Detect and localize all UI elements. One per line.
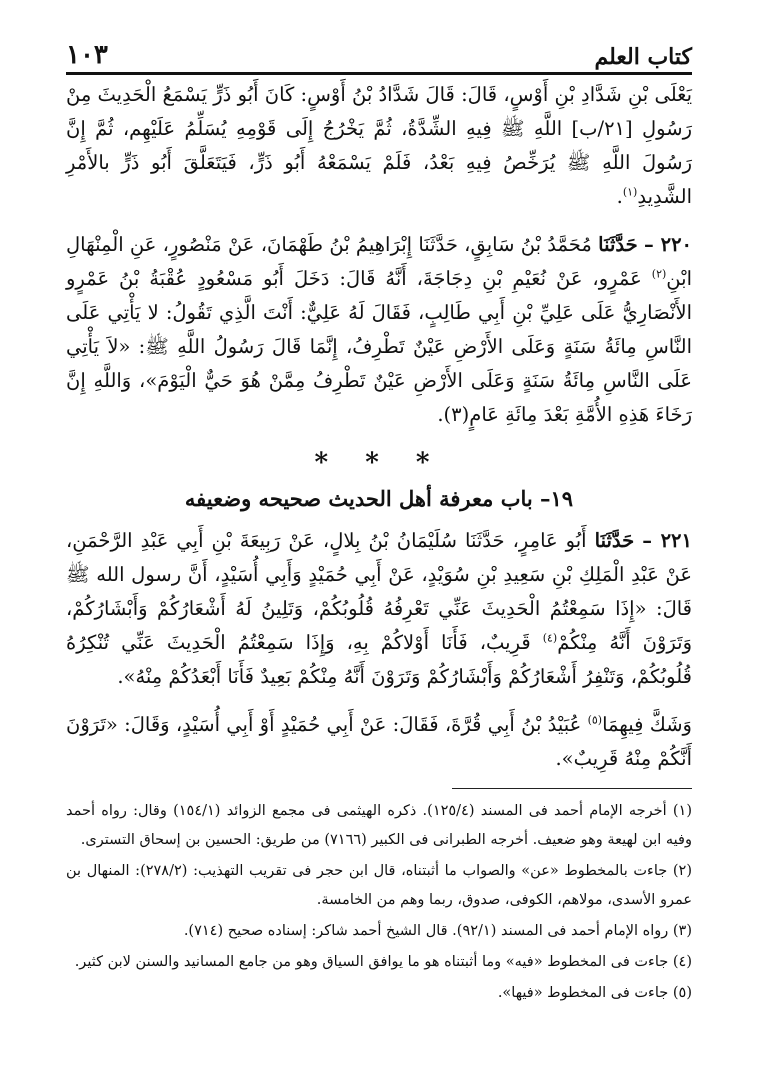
hadith-paragraph [66, 228, 692, 432]
page-header [66, 30, 692, 75]
paragraph-tail: عَمْرٍو، عَنْ نُعَيْمِ بْنِ دِجَاجَةَ، أَنَّهُ قَالَ: دَخَلَ أَبُو مَسْعُودٍ عُقْبَةُ بْنُ عَمْرٍو الأَنْصَارِيُّ عَلَى عَلِيِّ بْنِ أَبِي طَالِبٍ، فَقَالَ لَهُ عَلِيٌّ: أَنْتَ الَّذِي تَقُولُ: لا يَأْتِي عَلَى النَّاسِ مِائَةُ سَنَةٍ وَعَلَى الأَرْضِ عَيْنٌ تَطْرِفُ، إِنَّمَا قَالَ رَسُولُ اللَّهِ ﷺ: «لاَ يَأْتِي عَلَى النَّاسِ مِائَةُ سَنَةٍ وَعَلَى الأَرْضِ عَيْنٌ تَطْرِفُ مِمَّنْ هُوَ حَيٌّ الْيَوْمَ»، وَاللَّهِ إِنَّ رَخَاءَ هَذِهِ الأُمَّةِ بَعْدَ مِائَةِ عَامٍ(٣). [66, 267, 692, 426]
footnote-marker: (٥) [587, 713, 603, 727]
page-number: ١٠٣ [66, 40, 108, 70]
paragraph-text: وَشَكَّ فِيهِمَا [602, 713, 692, 736]
paragraph-text: مُحَمَّدُ بْنُ سَابِقٍ، حَدَّثَنَا إِبْرَاهِيمُ بْنُ طَهْمَانَ، عَنْ مَنْصُورٍ، عَنِ الْمِنْهَالِ ابْنِ [66, 233, 692, 290]
text-paragraph [66, 78, 692, 214]
isnad-lead: حَدَّثَنَا [594, 529, 635, 552]
footnote-divider [452, 788, 692, 789]
footnote-marker: (٤) [542, 631, 558, 645]
main-text [66, 78, 692, 790]
footnote-item: (٥) جاءت فى المخطوط «فيها». [497, 985, 692, 1001]
paragraph-text: يَعْلَى بْنِ شَدَّادِ بْنِ أَوْسٍ، قَالَ: قَالَ شَدَّادُ بْنُ أَوْسٍ: كَانَ أَبُو ذَرٍّ يَسْمَعُ الْحَدِيثَ مِنْ رَسُولِ [٢١/ب] اللَّهِ ﷺ فِيهِ الشِّدَّةُ، ثُمَّ يَخْرُجُ إِلَى قَوْمِهِ يُسَلِّمُ عَلَيْهِم، ثُمَّ إِنَّ رَسُولَ اللَّهِ ﷺ يُرَخِّصُ فِيهِ بَعْدُ، فَلَمْ يَسْمَعْهُ أَبُو ذَرٍّ، فَيَتَعَلَّقَ أَبُو ذَرٍّ بالأَمْرِ الشَّدِيدِ [66, 83, 692, 208]
hadith-number: ٢٢٠ – [643, 233, 693, 256]
running-title: كتاب العلم [594, 44, 692, 70]
hadith-paragraph [66, 524, 692, 694]
chapter-title: ١٩– باب معرفة أهل الحديث صحيحه وضعيفه [184, 486, 574, 511]
paragraph-text: أَبُو عَامِرٍ، حَدَّثَنَا سُلَيْمَانُ بْنُ بِلالٍ، عَنْ رَبِيعَةَ بْنِ أَبِي عَبْدِ الرَّحْمَنِ، عَنْ عَبْدِ الْمَلِكِ بْنِ سَعِيدِ بْنِ سُوَيْدٍ، عَنْ أَبِي حُمَيْدٍ وَأَبِي أُسَيْدٍ، أَنَّ رسول الله ﷺ قَالَ: «إِذَا سَمِعْتُمُ الْحَدِيثَ عَنِّي تَعْرِفُهُ قُلُوبُكُمْ، وَتَلِينُ لَهُ أَشْعَارُكُمْ وَأَبْشَارُكُمْ، وَتَرَوْنَ أَنَّهُ مِنْكُمْ [66, 529, 692, 654]
isnad-lead: حَدَّثَنَا [598, 233, 638, 256]
section-separator: * * * [314, 448, 444, 478]
footnote-item: (٣) رواه الإمام أحمد فى المسند (٩٢/١). قال الشيخ أحمد شاكر: إسناده صحيح (٧١٤). [183, 923, 692, 939]
footnote-marker: (٢) [651, 267, 667, 281]
footnotes-section [66, 788, 692, 1010]
footnote-marker: (١) [622, 185, 638, 199]
footnote-item: (٤) جاءت فى المخطوط «فيه» وما أثبتناه هو ما يوافق السياق وهو من جامع المسانيد والسنن لابن كثير. [74, 954, 692, 970]
paragraph-tail: . [616, 185, 623, 208]
hadith-number: ٢٢١ – [642, 529, 692, 552]
footnote-item: (٢) جاءت بالمخطوط «عن» والصواب ما أثبتناه، قال ابن حجر فى تقريب التهذيب: (٢٧٨/٢): المنهال بن عمرو الأسدى، مولاهم، الكوفى، صدوق، ربما وهم من الخامسة. [66, 863, 692, 908]
text-paragraph [66, 708, 692, 776]
paragraph-tail: عُبَيْدُ بْنُ أَبِي قُرَّةَ، فَقَالَ: عَنْ أَبِي حُمَيْدٍ أَوْ أَبِي أُسَيْدٍ، وَقَالَ: «تَرَوْنَ أَنَّكُمْ مِنْهُ قَرِيبٌ». [66, 713, 692, 770]
paragraph-tail: قَرِيبٌ، فَأَنَا أَوْلاكُمْ بِهِ، وَإِذَا سَمِعْتُمُ الْحَدِيثَ عَنِّي تُنْكِرُهُ قُلُوبُكُمْ، وَتَنْفِرُ أَشْعَارُكُمْ وَأَبْشَارُكُمْ وَتَرَوْنَ أَنَّهُ مِنْكُمْ بَعِيدٌ فَأَنَا أَبْعَدُكُمْ مِنْهُ». [66, 631, 692, 688]
footnote-item: (١) أخرجه الإمام أحمد فى المسند (١٢٥/٤). ذكره الهيثمى فى مجمع الزوائد (١٥٤/١) وقال: رواه أحمد وفيه ابن لهيعة وهو ضعيف. أخرجه الطبرانى فى الكبير (٧١٦٦) من طريق: الحسين بن إسحاق التسترى. [66, 803, 692, 848]
